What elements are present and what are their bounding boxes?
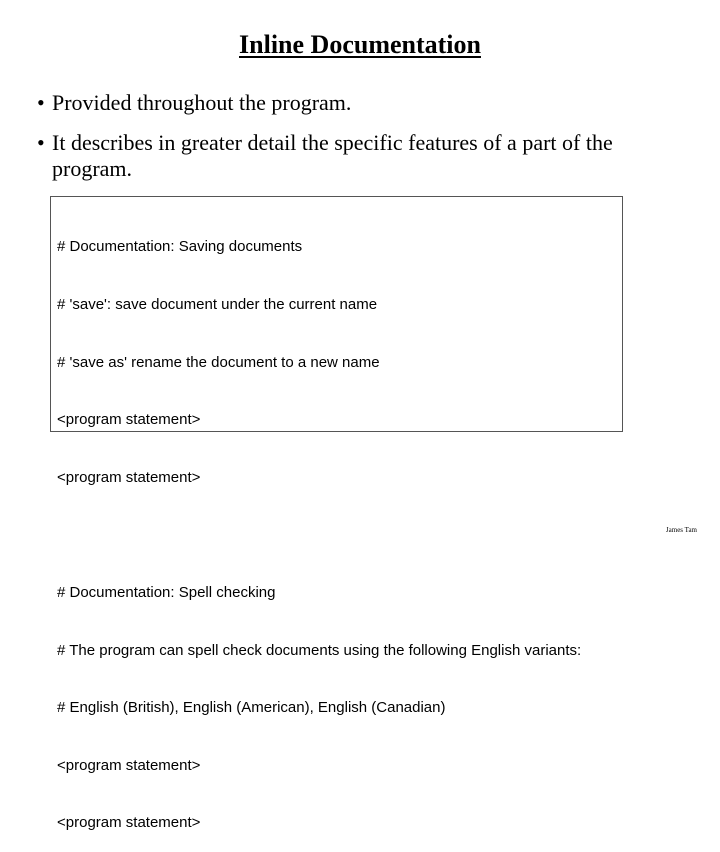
code-line: # Documentation: Spell checking — [57, 583, 276, 601]
code-line: <program statement> — [57, 411, 201, 429]
slide-title — [0, 29, 720, 61]
bullet-item — [37, 90, 687, 116]
code-line: <program statement> — [57, 814, 201, 832]
code-line: # The program can spell check documents using the following English variants: — [57, 641, 582, 659]
bullet-item — [37, 130, 687, 182]
code-line: # Documentation: Saving documents — [57, 238, 303, 256]
bullet-text: It describes in greater detail the specific features of a part of the program. — [52, 130, 613, 181]
code-line: # 'save': save document under the current name — [57, 296, 378, 313]
bullet-text: Provided throughout the program. — [52, 90, 352, 115]
code-line-blank — [57, 525, 622, 544]
code-line: <program statement> — [57, 468, 201, 486]
slide-title-text: Inline Documentation — [239, 30, 481, 59]
code-example-box — [50, 196, 623, 832]
author-credit: James Tam — [665, 526, 697, 534]
bullet-dot-icon: • — [37, 90, 45, 115]
code-line: # English (British), English (American), English (Canadian) — [57, 699, 446, 717]
bullet-list — [37, 90, 687, 196]
bullet-dot-icon: • — [37, 130, 45, 155]
code-line: <program statement> — [57, 756, 201, 774]
code-line: # 'save as' rename the document to a new name — [57, 353, 380, 371]
